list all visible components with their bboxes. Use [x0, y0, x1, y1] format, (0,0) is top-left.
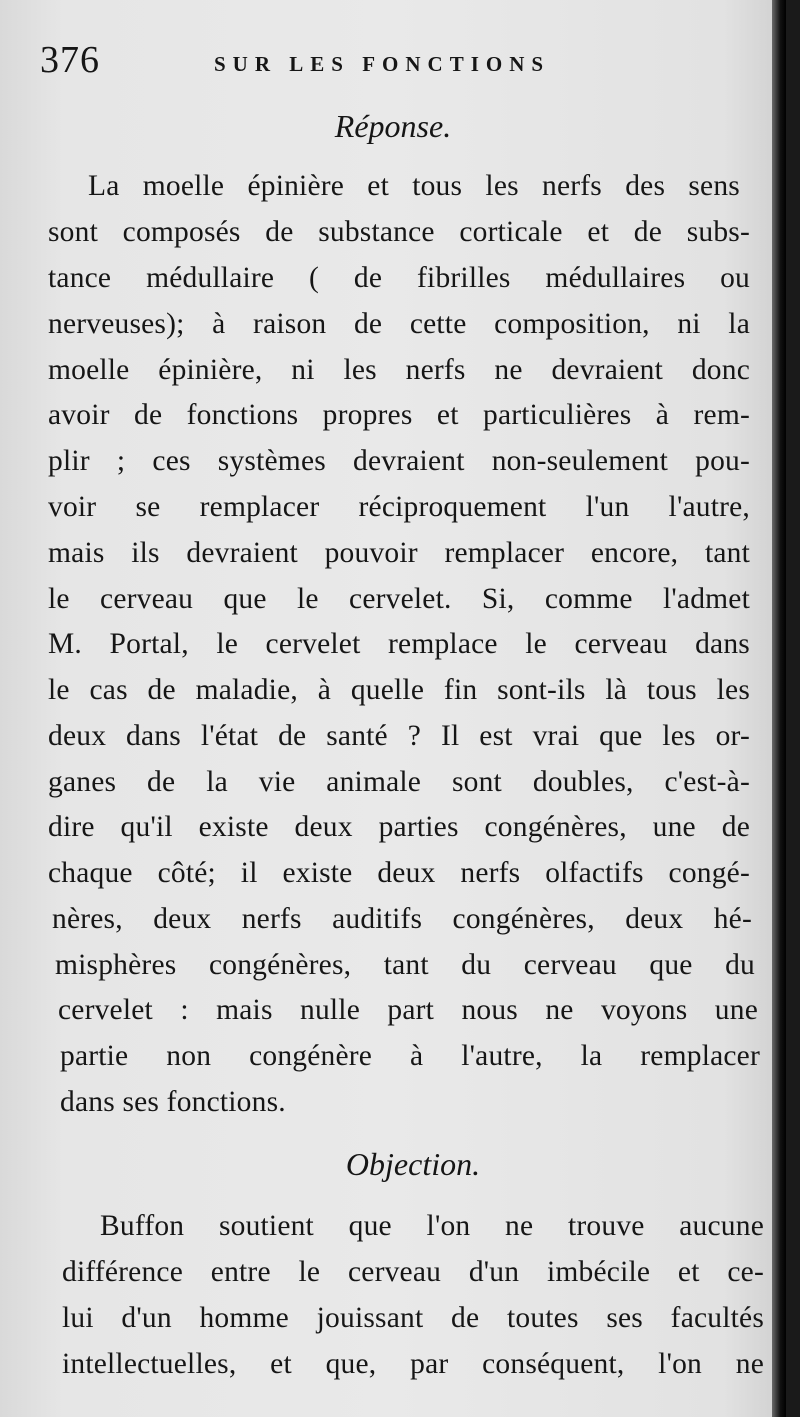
text-line: tance médullaire ( de fibrilles médullaires ou [48, 262, 750, 294]
text-line: misphères congénères, tant du cerveau que du [55, 949, 755, 981]
text-line: cervelet : mais nulle part nous ne voyons une [58, 994, 758, 1026]
text-line: deux dans l'état de santé ? Il est vrai que les or- [48, 720, 750, 752]
page-header [40, 38, 760, 88]
text-line: dans ses fonctions. [60, 1086, 286, 1118]
text-line: sont composés de substance corticale et de subs- [48, 216, 750, 248]
text-line: voir se remplacer réciproquement l'un l'autre, [48, 491, 750, 523]
text-line: nerveuses); à raison de cette composition, ni la [48, 308, 750, 340]
text-line: La moelle épinière et tous les nerfs des sens [88, 170, 740, 202]
text-line: le cerveau que le cervelet. Si, comme l'admet [48, 583, 750, 615]
text-line: moelle épinière, ni les nerfs ne devraient donc [48, 354, 750, 386]
text-line: ganes de la vie animale sont doubles, c'est-à- [48, 766, 750, 798]
text-line: plir ; ces systèmes devraient non-seulement pou- [48, 445, 750, 477]
text-line: dire qu'il existe deux parties congénères, une de [48, 811, 750, 843]
text-line: lui d'un homme jouissant de toutes ses facultés [62, 1302, 764, 1334]
text-line: partie non congénère à l'autre, la remplacer [60, 1040, 760, 1072]
text-line: le cas de maladie, à quelle fin sont-ils là tous les [48, 674, 750, 706]
text-line: mais ils devraient pouvoir remplacer encore, tant [48, 537, 750, 569]
page-number: 376 [40, 39, 100, 81]
section-heading-objection: Objection. [345, 1146, 481, 1182]
text-line: avoir de fonctions propres et particulières à rem- [48, 399, 750, 431]
text-line: M. Portal, le cervelet remplace le cerveau dans [48, 628, 750, 660]
text-line: différence entre le cerveau d'un imbécile et ce- [62, 1256, 764, 1288]
text-line: Buffon soutient que l'on ne trouve aucune [100, 1210, 764, 1242]
page-edge-shadow [772, 0, 786, 1417]
section-heading-reponse: Réponse. [334, 108, 452, 144]
running-head: SUR LES FONCTIONS [214, 52, 551, 76]
text-line: intellectuelles, et que, par conséquent, l'on ne [62, 1348, 764, 1380]
text-line: chaque côté; il existe deux nerfs olfactifs congé- [48, 857, 750, 889]
text-line: nères, deux nerfs auditifs congénères, deux hé- [52, 903, 752, 935]
